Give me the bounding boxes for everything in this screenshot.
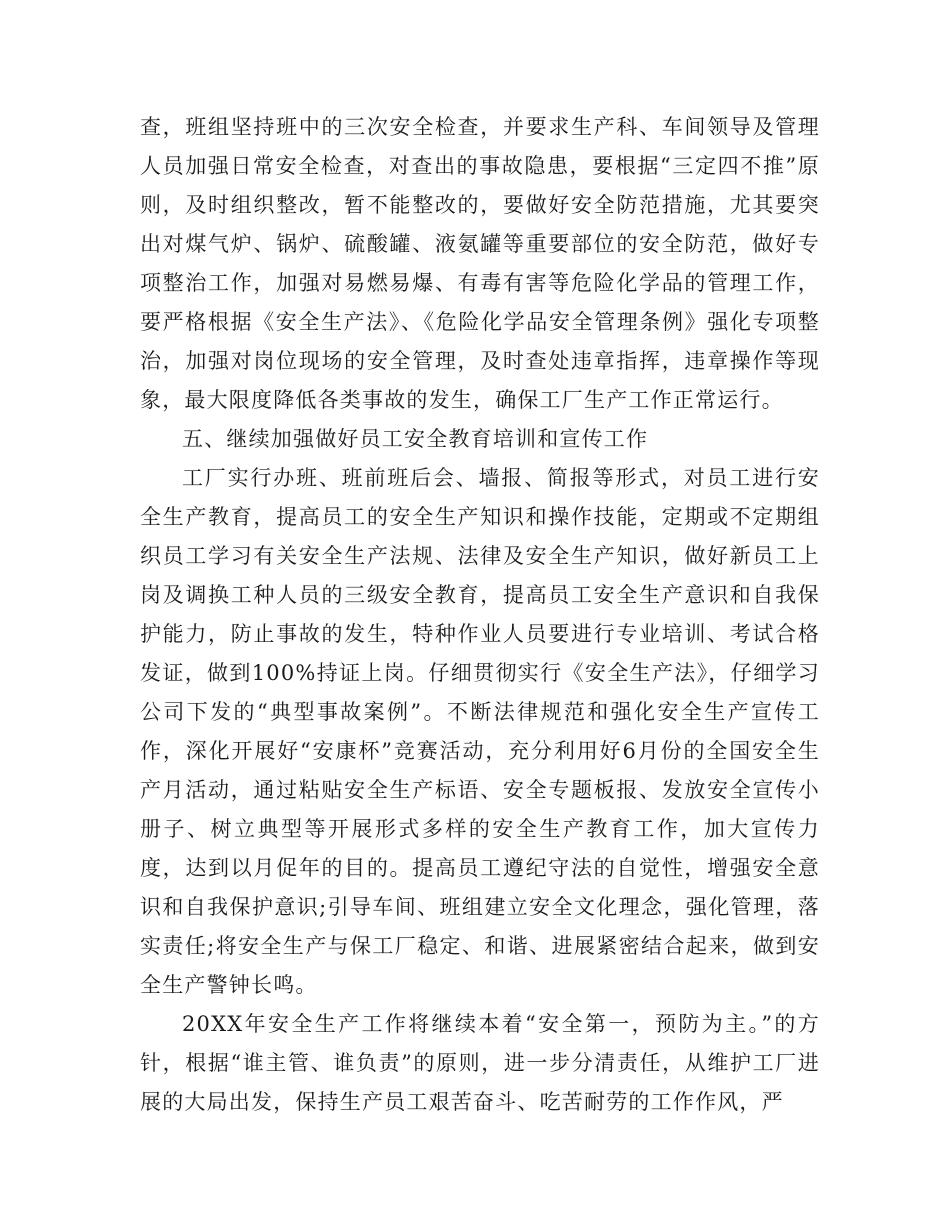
paragraph-outlook: 20XX年安全生产工作将继续本着“安全第一，预防为主。”的方针，根据“谁主管、谁负责”的原则，进一步分清责任，从维护工厂进展的大局出发，保持生产员工艰苦奋斗、吃苦耐劳的工作作风，严 xyxy=(140,1012,820,1114)
document-body xyxy=(140,108,820,1122)
section-heading-five: 五、继续加强做好员工安全教育培训和宣传工作 xyxy=(182,427,649,451)
paragraph-safety-training: 工厂实行办班、班前班后会、墙报、简报等形式，对员工进行安全生产教育，提高员工的安全生产知识和操作技能，定期或不定期组织员工学习有关安全生产法规、法律及安全生产知识，做好新员工上岗及调换工种人员的三级安全教育，提高员工安全生产意识和自我保护能力，防止事故的发生，特种作业人员要进行专业培训、考试合格发证，做到100%持证上岗。仔细贯彻实行《安全生产法》，仔细学习公司下发的“典型事故案例”。不断法律规范和强化安全生产宣传工作，深化开展好“安康杯”竞赛活动，充分利用好6月份的全国安全生产月活动，通过粘贴安全生产标语、安全专题板报、发放安全宣传小册子、树立典型等开展形式多样的安全生产教育工作，加大宣传力度，达到以月促年的目的。提高员工遵纪守法的自觉性，增强安全意识和自我保护意识;引导车间、班组建立安全文化理念，强化管理，落实责任;将安全生产与保工厂稳定、和谐、进展紧密结合起来，做到安全生产警钟长鸣。 xyxy=(140,466,820,997)
paragraph-safety-inspection: 查，班组坚持班中的三次安全检查，并要求生产科、车间领导及管理人员加强日常安全检查，对查出的事故隐患，要根据“三定四不推”原则，及时组织整改，暂不能整改的，要做好安全防范措施，尤其要突出对煤气炉、锅炉、硫酸罐、液氨罐等重要部位的安全防范，做好专项整治工作，加强对易燃易爆、有毒有害等危险化学品的管理工作，要严格根据《安全生产法》、《危险化学品安全管理条例》强化专项整治，加强对岗位现场的安全管理，及时查处违章指挥，违章操作等现象，最大限度降低各类事故的发生，确保工厂生产工作正常运行。 xyxy=(140,115,820,412)
